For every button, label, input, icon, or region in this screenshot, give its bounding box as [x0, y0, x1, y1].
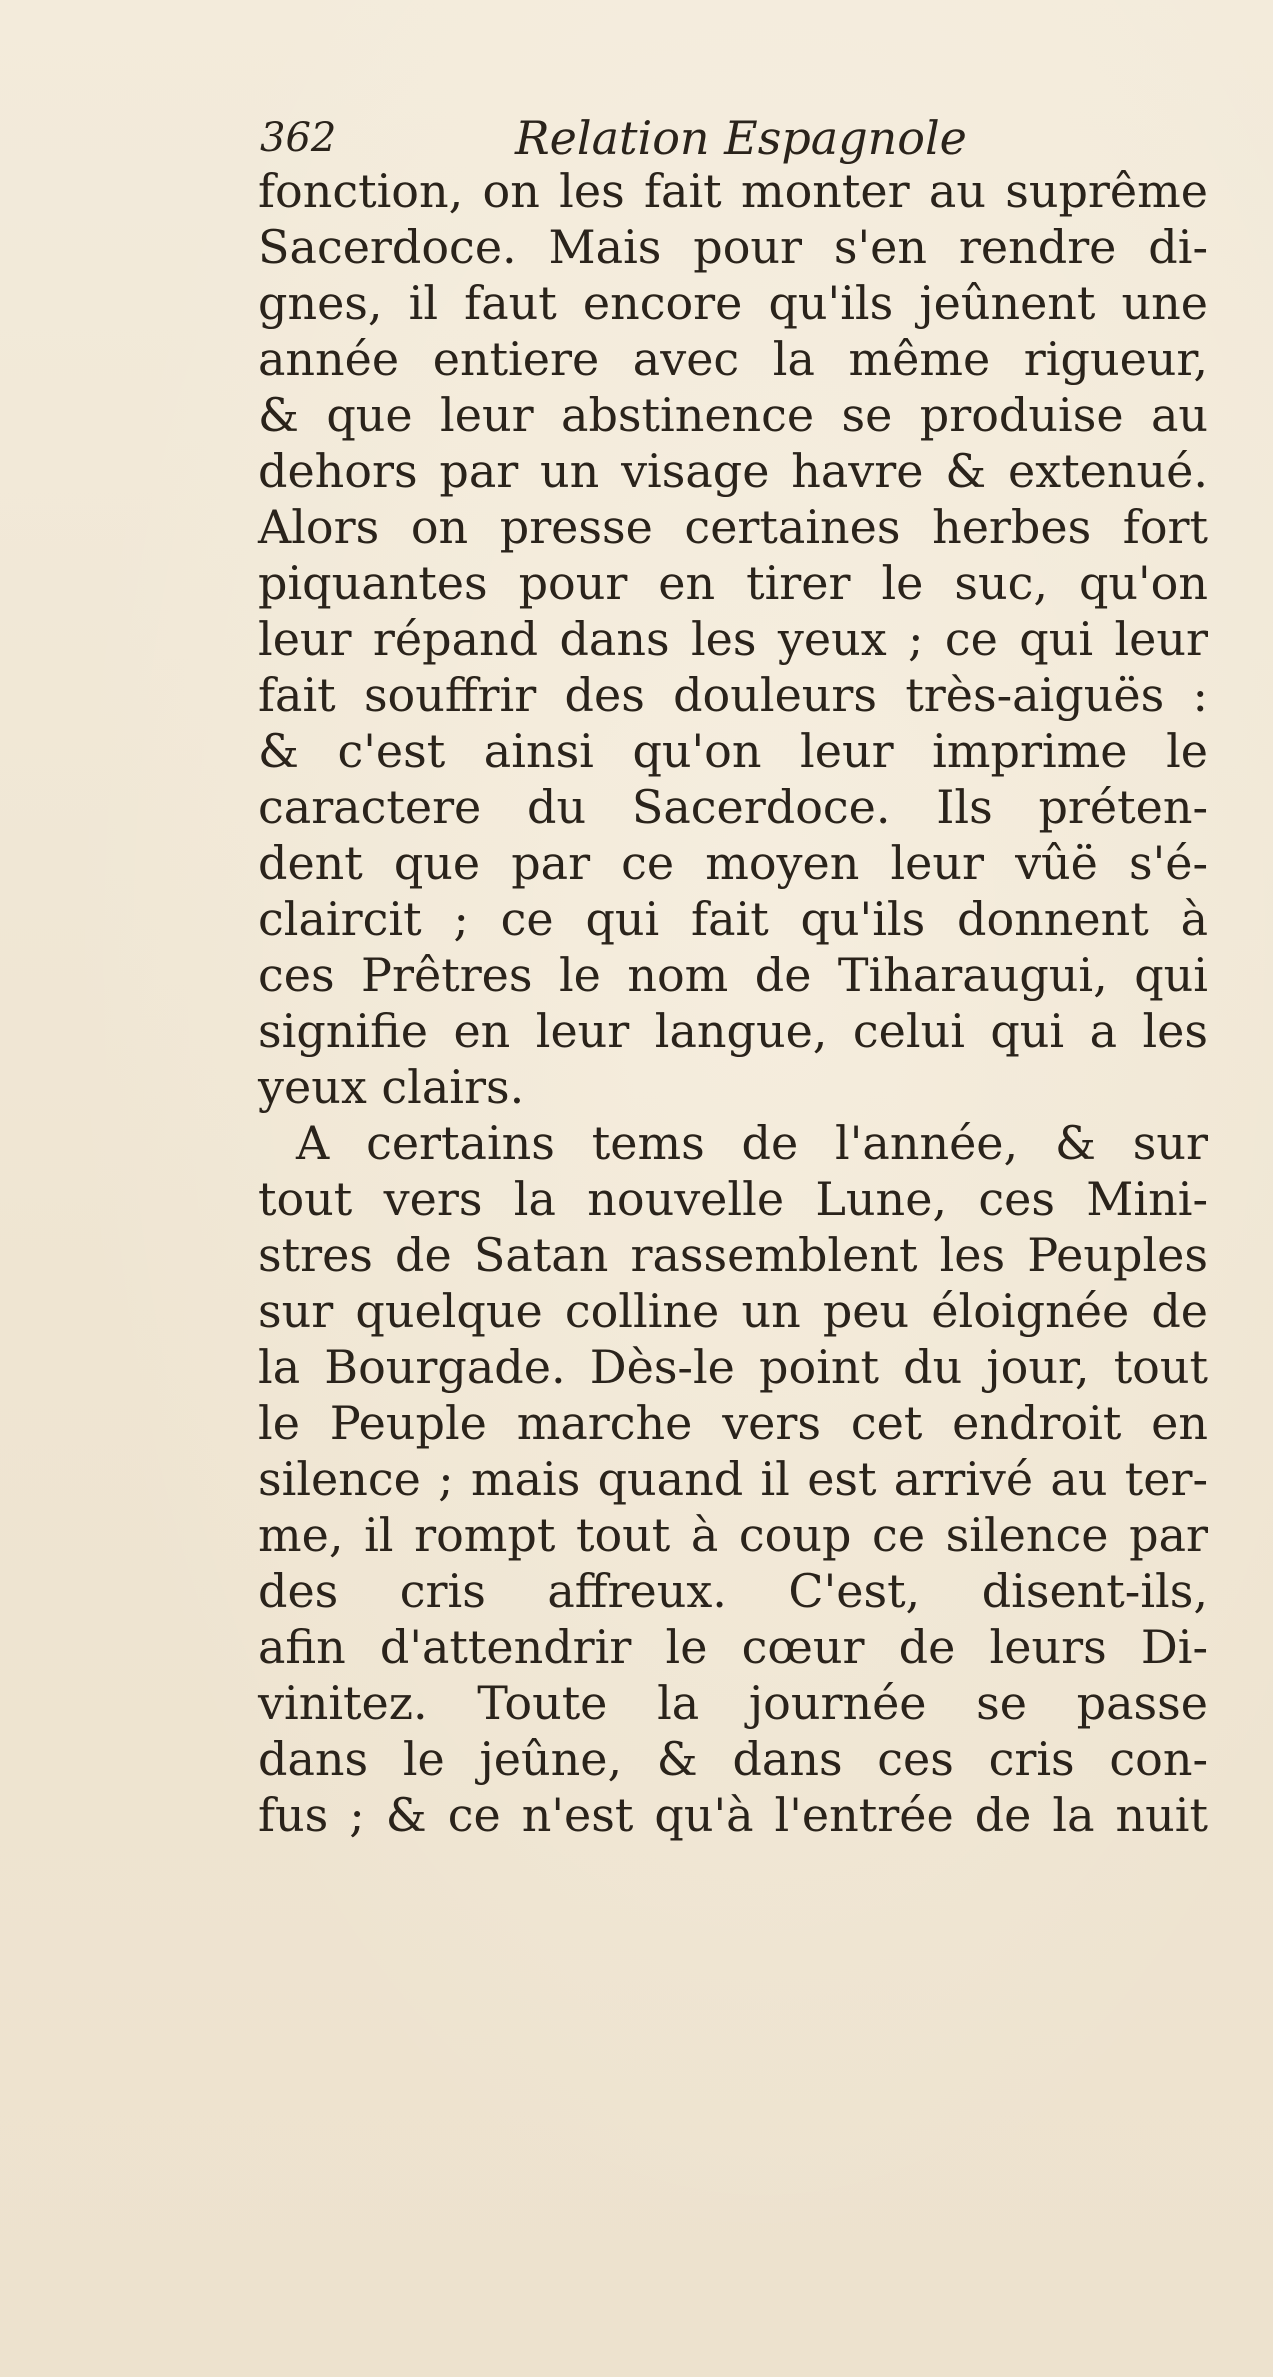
- text-line: fus ; & ce n'est qu'à l'entrée de la nuit: [258, 1788, 1208, 1842]
- text-line: dehors par un visage havre & extenué.: [258, 444, 1208, 498]
- text-line: vinitez. Toute la journée se passe: [258, 1676, 1208, 1730]
- text-line: claircit ; ce qui fait qu'ils donnent à: [258, 892, 1208, 946]
- text-line: fait souffrir des douleurs très-aiguës :: [258, 668, 1208, 722]
- text-line: ces Prêtres le nom de Tiharaugui, qui: [258, 948, 1208, 1002]
- text-line: yeux clairs.: [258, 1060, 525, 1114]
- text-line: dans le jeûne, & dans ces cris con-: [258, 1732, 1208, 1786]
- text-line: & c'est ainsi qu'on leur imprime le: [258, 724, 1208, 778]
- page-number: 362: [260, 115, 337, 161]
- text-line: caractere du Sacerdoce. Ils préten-: [258, 780, 1208, 834]
- text-line: le Peuple marche vers cet endroit en: [258, 1396, 1208, 1450]
- text-line: stres de Satan rassemblent les Peuples: [258, 1228, 1208, 1282]
- text-line: A certains tems de l'année, & sur: [296, 1116, 1208, 1170]
- text-line: piquantes pour en tirer le suc, qu'on: [258, 556, 1208, 610]
- text-line: année entiere avec la même rigueur,: [258, 332, 1208, 386]
- text-line: leur répand dans les yeux ; ce qui leur: [258, 612, 1208, 666]
- text-line: Alors on presse certaines herbes fort: [258, 500, 1208, 554]
- running-title: Relation Espagnole: [515, 111, 967, 165]
- text-line: me, il rompt tout à coup ce silence par: [258, 1508, 1208, 1562]
- text-line: fonction, on les fait monter au suprême: [258, 164, 1208, 218]
- text-line: tout vers la nouvelle Lune, ces Mini-: [258, 1172, 1208, 1226]
- body-text: [258, 163, 1208, 1843]
- text-line: dent que par ce moyen leur vûë s'é-: [258, 836, 1208, 890]
- text-line: des cris affreux. C'est, disent-ils,: [258, 1564, 1208, 1618]
- text-line: la Bourgade. Dès-le point du jour, tout: [258, 1340, 1208, 1394]
- text-line: sur quelque colline un peu éloignée de: [258, 1284, 1208, 1338]
- text-line: gnes, il faut encore qu'ils jeûnent une: [258, 276, 1208, 330]
- page-header: [260, 108, 1020, 168]
- text-line: afin d'attendrir le cœur de leurs Di-: [258, 1620, 1208, 1674]
- text-line: silence ; mais quand il est arrivé au ter-: [258, 1452, 1208, 1506]
- text-line: signifie en leur langue, celui qui a les: [258, 1004, 1208, 1058]
- text-line: Sacerdoce. Mais pour s'en rendre di-: [258, 220, 1208, 274]
- text-line: & que leur abstinence se produise au: [258, 388, 1208, 442]
